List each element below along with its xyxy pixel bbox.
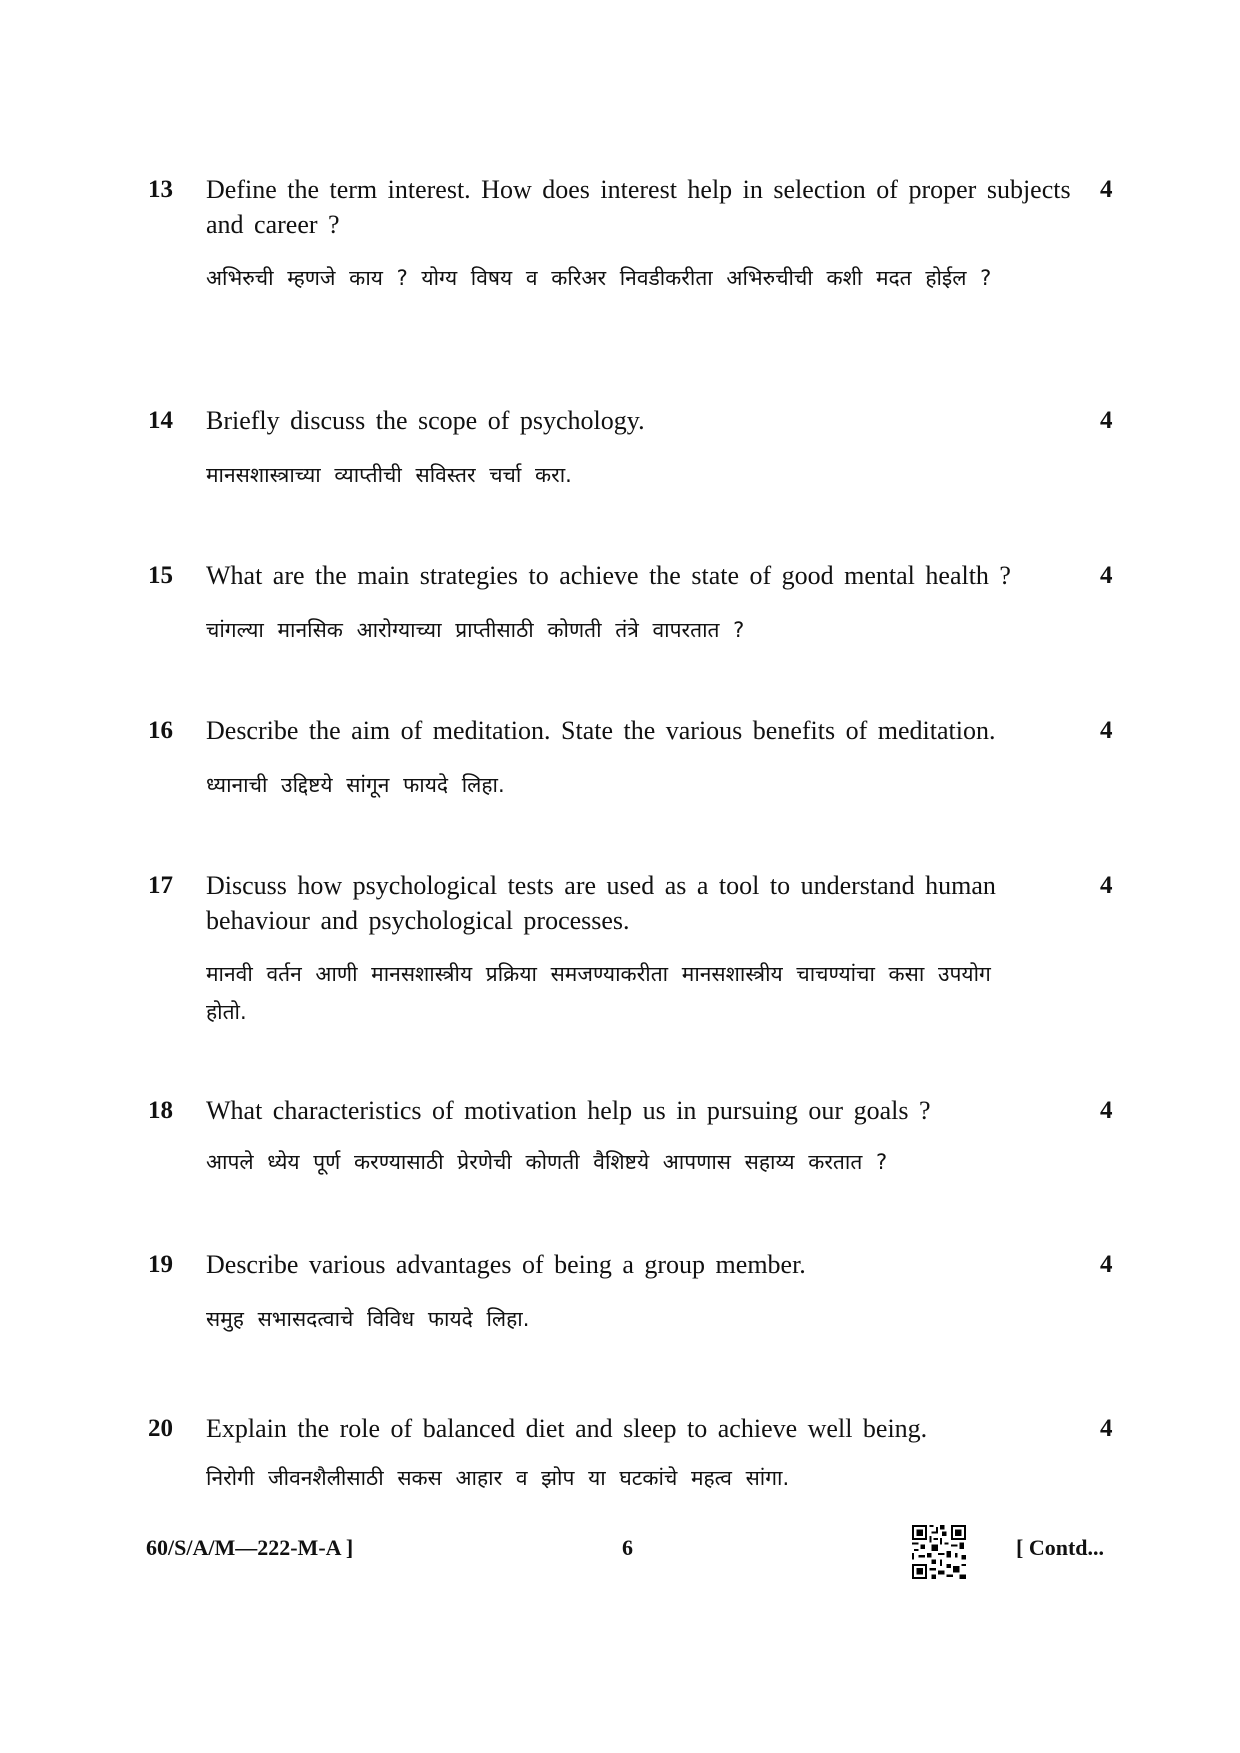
question-english: Describe the aim of meditation. State the various benefits of meditation. (206, 716, 996, 745)
question-marathi: अभिरुची म्हणजे काय ? योग्य विषय व करिअर निवडीकरीता अभिरुचीची कशी मदत होईल ? (206, 266, 992, 290)
question-english: What are the main strategies to achieve the state of good mental health ? (206, 561, 1011, 590)
question-number: 16 (148, 717, 173, 744)
question-number: 14 (148, 407, 173, 434)
question-marathi: निरोगी जीवनशैलीसाठी सकस आहार व झोप या घटकांचे महत्व सांगा. (206, 1466, 790, 1490)
continued-label: [ Contd... (1016, 1535, 1105, 1560)
paper-code: 60/S/A/M—222-M-A ] (146, 1535, 354, 1560)
question-marks: 4 (1100, 176, 1113, 203)
question-marks: 4 (1100, 562, 1113, 589)
qr-code-icon (912, 1525, 966, 1579)
question-english: Describe various advantages of being a group member. (206, 1250, 806, 1279)
question-number: 17 (148, 872, 173, 899)
question-english: What characteristics of motivation help us in pursuing our goals ? (206, 1096, 931, 1125)
question-english: Discuss how psychological tests are used as a tool to understand human behaviour and psychological processes. (206, 871, 996, 935)
question-number: 20 (148, 1415, 173, 1442)
question-marks: 4 (1100, 1251, 1113, 1278)
page-number: 6 (622, 1535, 633, 1560)
question-marathi: चांगल्या मानसिक आरोग्याच्या प्राप्तीसाठी कोणती तंत्रे वापरतात ? (206, 618, 745, 642)
question-marathi: ध्यानाची उद्दिष्टये सांगून फायदे लिहा. (206, 773, 505, 797)
question-marks: 4 (1100, 717, 1113, 744)
page-footer (0, 1525, 1240, 1585)
question-number: 19 (148, 1251, 173, 1278)
question-marks: 4 (1100, 1415, 1113, 1442)
question-marks: 4 (1100, 1097, 1113, 1124)
question-english: Briefly discuss the scope of psychology. (206, 406, 645, 435)
question-marks: 4 (1100, 872, 1113, 899)
question-number: 15 (148, 562, 173, 589)
question-marathi: आपले ध्येय पूर्ण करण्यासाठी प्रेरणेची कोणती वैशिष्टये आपणास सहाय्य करतात ? (206, 1150, 888, 1174)
question-number: 13 (148, 176, 173, 203)
question-marathi: मानसशास्त्राच्या व्याप्तीची सविस्तर चर्चा करा. (206, 463, 572, 487)
question-marks: 4 (1100, 407, 1113, 434)
question-marathi: समुह सभासदत्वाचे विविध फायदे लिहा. (206, 1307, 530, 1331)
question-number: 18 (148, 1097, 173, 1124)
question-marathi: मानवी वर्तन आणी मानसशास्त्रीय प्रक्रिया समजण्याकरीता मानसशास्त्रीय चाचण्यांचा कसा उपयोग होतो. (206, 962, 991, 1024)
question-english: Define the term interest. How does interest help in selection of proper subjects and career ? (206, 175, 1071, 239)
question-english: Explain the role of balanced diet and sleep to achieve well being. (206, 1414, 928, 1443)
